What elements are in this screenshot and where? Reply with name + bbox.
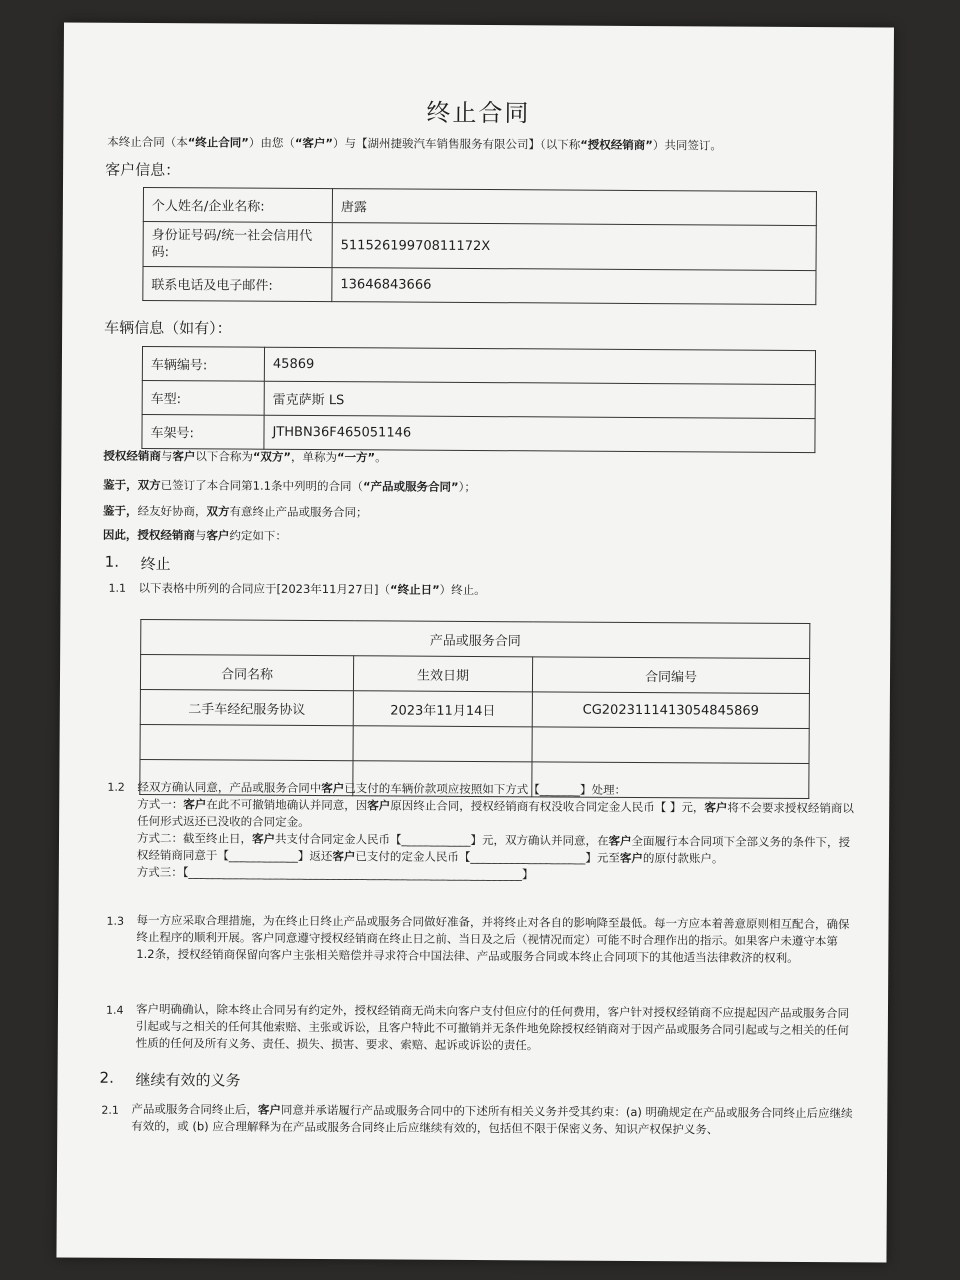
clause-text: 已支付的车辆价款项应按照如下方式【_______】处理： <box>344 781 627 797</box>
clause-1-2-option-1 <box>137 796 857 834</box>
vehicle-info-heading: 车辆信息（如有）： <box>104 318 232 338</box>
clause-1-2-option-2 <box>137 830 857 868</box>
recital-bold: 鉴于， <box>102 503 138 518</box>
intro-paragraph <box>107 135 867 155</box>
recital-text: 与 <box>160 449 173 464</box>
recital-bold: “产品或服务合同” <box>362 479 459 494</box>
contract-name-cell <box>140 724 353 760</box>
recital-text: 约定如下： <box>229 528 287 543</box>
recital-text: 已签订了本合同第1.1条中列明的合同（ <box>160 478 364 494</box>
customer-info-heading: 客户信息： <box>105 160 181 180</box>
customer-contact-label: 联系电话及电子邮件: <box>143 266 332 301</box>
intro-text: ）共同签订。 <box>652 138 722 153</box>
clause-text: 原因终止合同，授权经销商有权没收合同定金人民币【 】元， <box>390 798 705 815</box>
vehicle-number-label: 车辆编号: <box>142 346 264 381</box>
contracts-table-caption: 产品或服务合同 <box>141 619 810 658</box>
clause-text: ）终止。 <box>439 582 486 598</box>
customer-name-label: 个人姓名/企业名称: <box>143 187 332 222</box>
clause-text: 产品或服务合同终止后， <box>131 1101 258 1117</box>
document-title: 终止合同 <box>426 98 531 128</box>
table-row <box>142 414 815 452</box>
clause-1-2-option-3: 方式三：【__________________________________________________________】 <box>136 864 534 882</box>
clause-bold: 客户 <box>321 781 345 796</box>
clause-text: 经双方确认同意，产品或服务合同中 <box>137 779 322 796</box>
clause-1-2-number: 1.2 <box>107 780 125 794</box>
clause-bold: 客户 <box>619 850 643 866</box>
recital-bold: 授权经销商 <box>103 448 161 464</box>
clause-text: 将不会要求授权经销商以任何形式返还已没收的合同定金。 <box>137 800 854 829</box>
recital-bold: “一方” <box>336 450 376 465</box>
clause-1-4-number: 1.4 <box>105 1003 124 1017</box>
recital-whereas-2 <box>103 504 368 521</box>
intro-text: 本终止合同（本 <box>107 134 188 150</box>
clause-bold: 客户 <box>251 831 276 846</box>
clause-bold: 客户 <box>704 800 728 815</box>
clause-text: 同意并承诺履行产品或服务合同中的下述所有相关义务并受其约束：(a) 明确规定在产品或服务合同终止后应继续有效的，或 (b) 应合理解释为在产品或服务合同终止后应继续有效的，包括但不限于保密义务、知识产权保护义务、 <box>131 1102 853 1137</box>
customer-contact-value: 13646843666 <box>332 268 816 305</box>
recital-bold: 双方 <box>137 477 161 493</box>
table-row <box>140 724 809 763</box>
vehicle-model-value: 雷克萨斯 LS <box>264 381 815 418</box>
contract-date-cell: 2023年11月14日 <box>353 691 532 727</box>
section-1-number: 1. <box>104 552 120 571</box>
customer-id-label: 身份证号码/统一社会信用代码: <box>143 221 332 267</box>
vehicle-info-table <box>141 346 816 453</box>
vehicle-number-value: 45869 <box>264 347 815 384</box>
customer-info-table <box>142 187 817 305</box>
clause-2-1-text <box>131 1101 853 1139</box>
table-header-row <box>140 654 809 693</box>
clause-1-2-text <box>137 779 858 885</box>
clause-bold: “终止日” <box>390 582 440 597</box>
clause-text: 方式一： <box>137 796 184 812</box>
clause-text: 共支付合同定金人民币【____________】元，双方确认并同意，在 <box>274 831 609 848</box>
vehicle-model-label: 车型: <box>142 380 264 415</box>
contract-number-cell: CG2023111413054845869 <box>532 692 809 729</box>
contract-date-cell <box>353 726 532 762</box>
intro-bold: “授权经销商” <box>580 137 653 153</box>
table-row <box>140 689 809 728</box>
recital-therefore <box>103 528 287 544</box>
intro-text: ）与【湖州捷骏汽车销售服务有限公司】（以下称 <box>332 136 581 152</box>
recital-bold: 客户 <box>206 528 230 543</box>
customer-id-value: 51152619970811172X <box>332 223 816 271</box>
clause-1-4-text: 客户明确确认，除本终止合同另有约定外，授权经销商无尚未向客户支付但应付的任何费用，客户针对授权经销商不应提起因产品或服务合同引起或与之相关的任何其他索赔、主张或诉讼，且客户特此不可撤销并无条件地免除授权经销商对于因产品或服务合同引起或与之相关的任何性质的任何及所有义务、责任、损失、损害、要求、索赔、起诉或诉讼的责任。 <box>135 1001 850 1053</box>
recital-parties <box>103 449 386 466</box>
recital-text: 以下合称为 <box>195 449 253 464</box>
column-header-contract-number: 合同编号 <box>532 657 809 694</box>
contract-page <box>56 22 894 1262</box>
column-header-contract-name: 合同名称 <box>140 654 353 690</box>
intro-bold: “终止合同” <box>187 135 249 150</box>
clause-text: 的原付款账户。 <box>642 851 724 866</box>
section-1-heading: 终止 <box>140 554 171 574</box>
recital-text: 经友好协商， <box>137 503 207 519</box>
clause-2-1-number: 2.1 <box>101 1103 119 1117</box>
clause-text: 全面履行本合同项下全部义务的条件下，授权经销商同意于【____________】返还 <box>136 833 851 864</box>
vehicle-vin-value: JTHBN36F465051146 <box>264 415 815 452</box>
clause-bold: 客户 <box>332 849 356 864</box>
contract-number-cell <box>532 727 809 764</box>
recital-text: ，单称为 <box>290 449 338 465</box>
table-row <box>142 380 815 418</box>
recital-text: 与 <box>194 528 207 543</box>
clause-bold: 客户 <box>183 797 207 812</box>
contract-name-cell: 二手车经纪服务协议 <box>140 689 353 725</box>
table-row <box>143 187 816 225</box>
table-row <box>143 221 816 270</box>
clause-1-1-text <box>139 581 486 598</box>
recital-bold: 双方 <box>206 504 230 519</box>
recital-text: ）； <box>458 479 476 494</box>
clause-bold: 客户 <box>608 833 632 848</box>
clause-bold: 客户 <box>367 798 391 813</box>
customer-name-value: 唐露 <box>332 189 816 226</box>
clause-bold: 客户 <box>257 1102 281 1117</box>
recital-bold: 鉴于， <box>103 477 138 492</box>
recital-bold: 因此，授权经销商 <box>102 527 195 543</box>
recital-bold: “双方” <box>252 449 292 464</box>
section-2-number: 2. <box>99 1068 114 1087</box>
clause-text: 方式二：截至终止日， <box>136 830 253 846</box>
table-caption-row <box>141 619 810 658</box>
recital-bold: 客户 <box>172 449 196 464</box>
intro-bold: “客户” <box>294 135 334 151</box>
clause-1-3-number: 1.3 <box>106 914 125 928</box>
contracts-table <box>139 619 810 799</box>
clause-1-3-text: 每一方应采取合理措施，为在终止日终止产品或服务合同做好准备，并将终止对各自的影响降至最低。每一方应本着善意原则相互配合，确保终止程序的顺利开展。客户同意遵守授权经销商在终止日之前、当日及之后（视情况而定）可能不时合理作出的指示。如果客户未遵守本第1.2条，授权经销商保留向客户主张相关赔偿并寻求符合中国法律、产品或服务合同或本终止合同项下的其他适当法律救济的权利。 <box>136 912 850 965</box>
recital-text: 有意终止产品或服务合同； <box>229 504 368 520</box>
table-row <box>143 266 816 304</box>
column-header-effective-date: 生效日期 <box>353 656 532 692</box>
clause-1-1-number: 1.1 <box>108 581 127 595</box>
intro-text: ）由您（ <box>248 135 295 150</box>
recital-text: 。 <box>375 450 387 465</box>
clause-text: 已支付的定金人民币【____________________】元至 <box>355 849 620 865</box>
recital-whereas-1 <box>103 478 476 495</box>
clause-text: 以下表格中所列的合同应于[2023年11月27日]（ <box>138 580 391 597</box>
table-row <box>142 346 815 384</box>
clause-text: 在此不可撤销地确认并同意，因 <box>206 797 368 813</box>
vehicle-vin-label: 车架号: <box>142 414 264 449</box>
section-2-heading: 继续有效的义务 <box>135 1070 241 1090</box>
